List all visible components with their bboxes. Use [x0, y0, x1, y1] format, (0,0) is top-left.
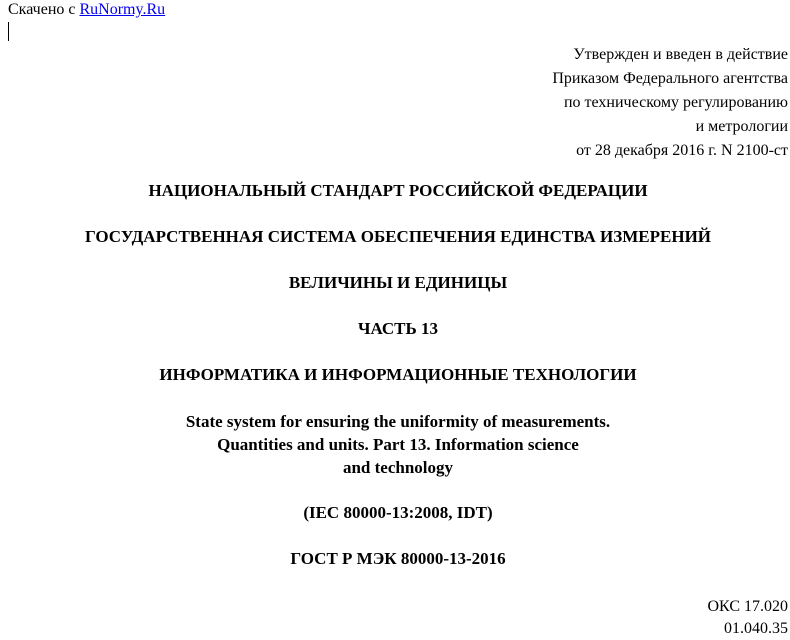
values-units-heading: ВЕЛИЧИНЫ И ЕДИНИЦЫ	[288, 273, 508, 292]
system-heading: ГОСУДАРСТВЕННАЯ СИСТЕМА ОБЕСПЕЧЕНИЯ ЕДИНСТВА ИЗМЕРЕНИЙ	[84, 227, 712, 246]
national-standard-heading: НАЦИОНАЛЬНЫЙ СТАНДАРТ РОССИЙСКОЙ ФЕДЕРАЦИИ	[148, 181, 648, 200]
english-title-line: Quantities and units. Part 13. Information science	[217, 435, 579, 454]
approval-block	[552, 43, 788, 163]
topic-heading: ИНФОРМАТИКА И ИНФОРМАЦИОННЫЕ ТЕХНОЛОГИИ	[159, 365, 637, 384]
text-cursor	[8, 22, 9, 41]
part-heading: ЧАСТЬ 13	[357, 319, 438, 338]
source-line	[8, 0, 165, 20]
source-prefix: Скачено с	[8, 1, 80, 18]
oks-classification	[708, 596, 789, 640]
english-title	[0, 410, 790, 479]
gost-designation: ГОСТ Р МЭК 80000-13-2016	[290, 549, 506, 568]
runormy-link[interactable]: RuNormy.Ru	[79, 1, 166, 18]
iec-reference: (IEC 80000-13:2008, IDT)	[303, 503, 493, 522]
approval-line: от 28 декабря 2016 г. N 2100-ст	[576, 142, 788, 159]
approval-line: по техническому регулированию	[563, 94, 788, 111]
approval-line: Приказом Федерального агентства	[552, 70, 788, 87]
english-title-line: and technology	[342, 458, 454, 477]
english-title-line: State system for ensuring the uniformity of measurements.	[185, 412, 611, 431]
oks-code: 01.040.35	[724, 620, 788, 637]
oks-code: ОКС 17.020	[707, 598, 788, 615]
approval-line: Утвержден и введен в действие	[573, 46, 788, 63]
approval-line: и метрологии	[695, 118, 788, 135]
